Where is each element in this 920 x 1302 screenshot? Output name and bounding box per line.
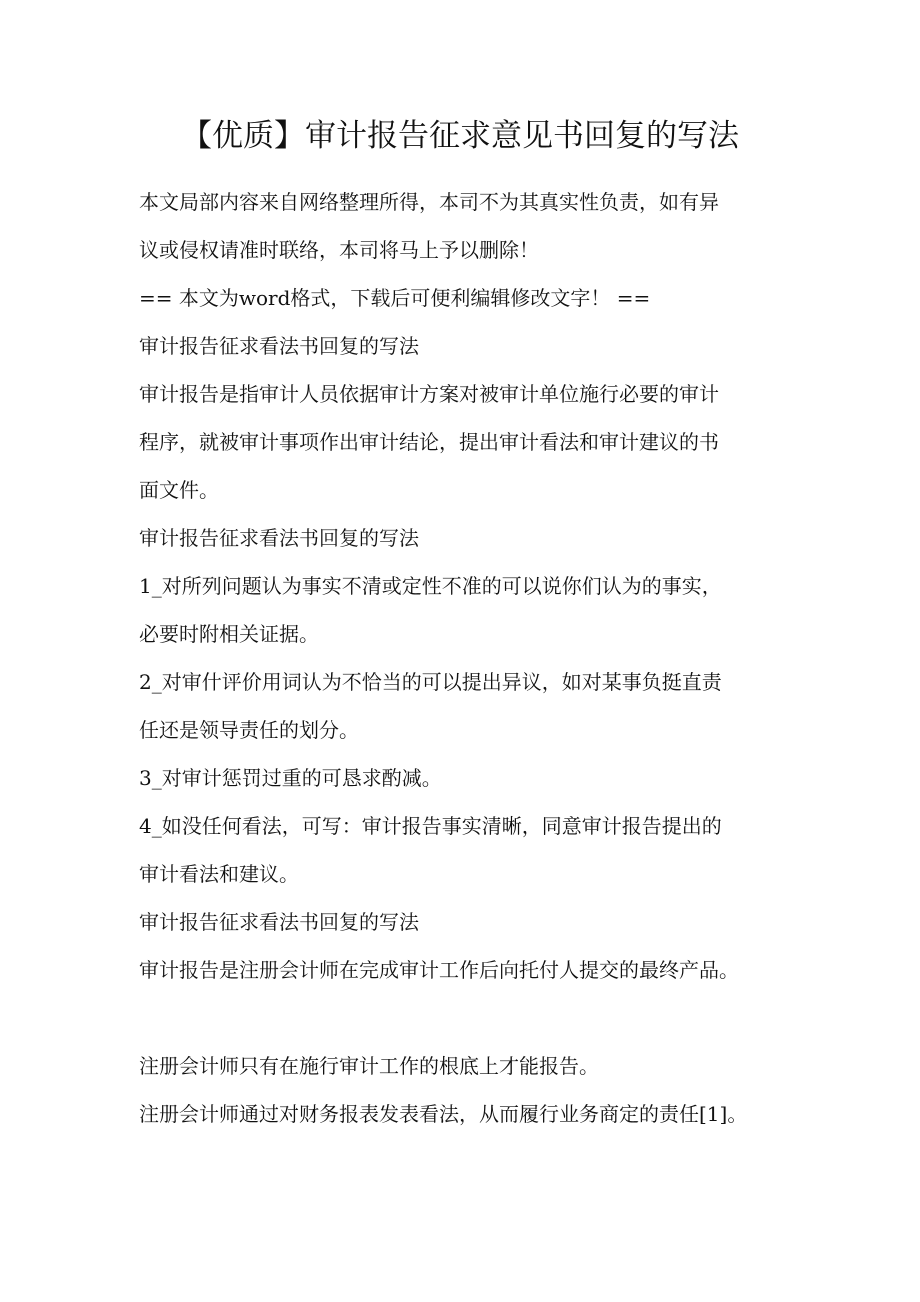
list-item: 4_如没任何看法，可写：审计报告事实清晰，同意审计报告提出的 [139,814,722,838]
list-item: 必要时附相关证据。 [139,622,319,646]
paragraph-line: == 本文为word格式，下载后可便利编辑修改文字！ == [139,286,651,310]
list-item: 任还是领导责任的划分。 [139,718,359,742]
section-heading: 审计报告征求看法书回复的写法 [139,334,419,358]
paragraph-line: 注册会计师通过对财务报表发表看法，从而履行业务商定的责任[1]。 [139,1102,748,1126]
paragraph-line: 审计报告是注册会计师在完成审计工作后向托付人提交的最终产品。 [139,958,739,982]
list-item: 审计看法和建议。 [139,862,299,886]
section-heading: 审计报告征求看法书回复的写法 [139,910,419,934]
paragraph-line: 议或侵权请准时联络，本司将马上予以删除！ [139,238,539,262]
paragraph-spacer [139,994,799,1042]
document-title: 【优质】审计报告征求意见书回复的写法 [181,118,739,154]
section-heading: 审计报告征求看法书回复的写法 [139,526,419,550]
document-body [139,178,799,1138]
paragraph-line: 本文局部内容来自网络整理所得，本司不为其真实性负责，如有异 [139,190,719,214]
paragraph-line: 面文件。 [139,478,219,502]
list-item: 3_对审计惩罚过重的可恳求酌减。 [139,766,442,790]
paragraph-line: 程序，就被审计事项作出审计结论，提出审计看法和审计建议的书 [139,430,719,454]
list-item: 2_对审什评价用词认为不恰当的可以提出异议，如对某事负挺直责 [139,670,722,694]
paragraph-line: 审计报告是指审计人员依据审计方案对被审计单位施行必要的审计 [139,382,719,406]
paragraph-line: 注册会计师只有在施行审计工作的根底上才能报告。 [139,1054,599,1078]
list-item: 1_对所列问题认为事实不清或定性不准的可以说你们认为的事实， [139,574,722,598]
